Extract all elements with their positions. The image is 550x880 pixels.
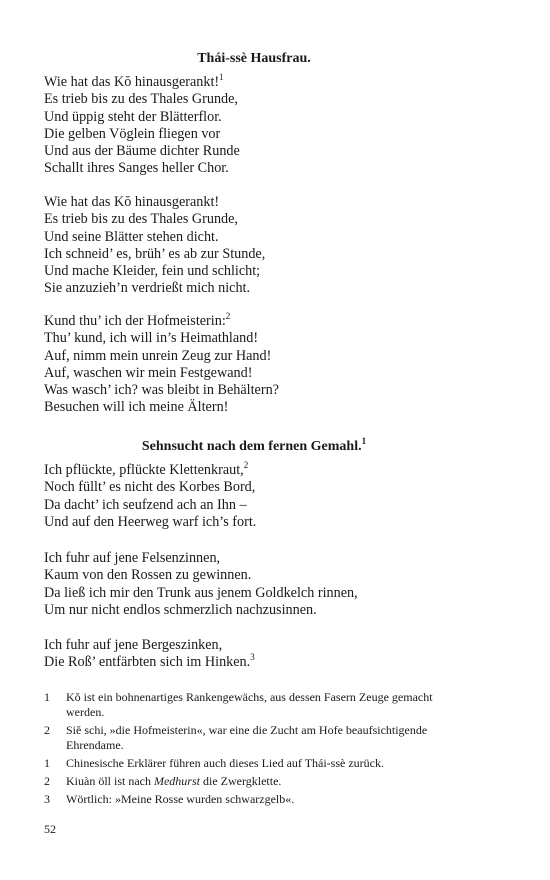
footnote <box>44 690 469 720</box>
verse-line: Besuchen will ich meine Ältern! <box>44 399 229 416</box>
verse-line: Und aus der Bäume dichter Runde <box>44 143 240 160</box>
verse-line: Kaum von den Rossen zu gewinnen. <box>44 567 252 584</box>
verse-line: Kund thu’ ich der Hofmeisterin:$^2$ <box>44 311 231 329</box>
verse-line: Die Roß’ entfärbten sich im Hinken.$^3$ <box>44 652 255 671</box>
poem-stanza <box>44 637 255 672</box>
verse-line: Wie hat das Kŏ hinausgerankt! <box>44 194 220 210</box>
footnote-marker: 1 <box>219 72 224 82</box>
footnote-marker: 1 <box>361 436 367 446</box>
verse-line: Auf, waschen wir mein Festgewand! <box>44 364 253 381</box>
footnote-text: Kŏ ist ein bohnenartiges Rankengewächs, aus dessen Fasern Zeuge gemacht werden. <box>66 690 433 719</box>
verse-line: Ich fuhr auf jene Felsenzinnen, <box>44 550 221 566</box>
poem-stanza <box>44 194 265 298</box>
poem-title: Sehnsucht nach dem fernen Gemahl.$^1$ <box>141 436 367 454</box>
verse-line: Um nur nicht endlos schmerzlich nachzusinnen. <box>44 601 317 618</box>
verse-line: Und üppig steht der Blätterflor. <box>44 108 222 125</box>
verse-line: Ich schneid’ es, brüh’ es ab zur Stunde, <box>44 245 266 262</box>
verse-line: Und auf den Heerweg warf ich’s fort. <box>44 513 257 530</box>
verse-line: Und mache Kleider, fein und schlicht; <box>44 263 261 280</box>
verse-line: Da ließ ich mir den Trunk aus jenem Goldkelch rinnen, <box>44 584 358 601</box>
verse-line: Es trieb bis zu des Thales Grunde, <box>44 91 238 108</box>
footnote-number: 3 <box>44 792 50 806</box>
verse-line: Ich fuhr auf jene Bergeszinken, <box>44 637 223 653</box>
verse-line: Noch füllt’ es nicht des Korbes Bord, <box>44 479 256 496</box>
verse-line: Sie anzuzieh’n verdrießt mich nicht. <box>44 280 251 297</box>
page-number: 52 <box>44 822 56 836</box>
footnote-number: 1 <box>44 756 50 770</box>
footnote-text: Kiuàn öll ist nach Medhurst die Zwergklette. <box>66 774 282 788</box>
footnote-italic: Medhurst <box>153 774 200 788</box>
verse-line: Wie hat das Kŏ hinausgerankt!$^1$ <box>44 72 224 90</box>
poem-title: Thái-ssè Hausfrau. <box>197 51 311 66</box>
footnote-number: 2 <box>44 774 50 788</box>
poem-stanza <box>44 462 256 531</box>
footnote <box>44 774 469 789</box>
verse-line: Die gelben Vöglein fliegen vor <box>44 125 221 142</box>
footnote-number: 2 <box>44 723 50 737</box>
footnote-marker: 2 <box>225 311 231 321</box>
verse-line: Ich pflückte, pflückte Klettenkraut,$^2$ <box>44 460 249 478</box>
poem-stanza <box>44 313 279 417</box>
footnote <box>44 792 469 807</box>
poem-stanza <box>44 550 358 619</box>
footnote-text: Chinesische Erklärer führen auch dieses Lied auf Thái-ssè zurück. <box>66 756 384 770</box>
footnote-marker: 2 <box>243 460 249 470</box>
verse-line: Und seine Blätter stehen dicht. <box>44 228 219 245</box>
footnote <box>44 723 469 753</box>
footnote <box>44 756 469 771</box>
footnote-text: Wörtlich: »Meine Rosse wurden schwarzgelb«. <box>66 792 295 806</box>
verse-line: Auf, nimm mein unrein Zeug zur Hand! <box>44 347 272 364</box>
verse-line: Da dacht’ ich seufzend ach an Ihn – <box>44 496 247 513</box>
verse-line: Thu’ kund, ich will in’s Heimathland! <box>44 330 259 347</box>
verse-line: Was wasch’ ich? was bleibt in Behältern? <box>44 382 279 399</box>
poem-stanza <box>44 74 240 178</box>
footnote-marker: 3 <box>250 652 255 663</box>
footnote-text: Siĕ schi, »die Hofmeisterin«, war eine die Zucht am Hofe beaufsichtigende Ehrendame. <box>66 723 428 752</box>
footnote-number: 1 <box>44 690 50 704</box>
verse-line: Es trieb bis zu des Thales Grunde, <box>44 211 238 228</box>
verse-line: Schallt ihres Sanges heller Chor. <box>44 160 229 177</box>
